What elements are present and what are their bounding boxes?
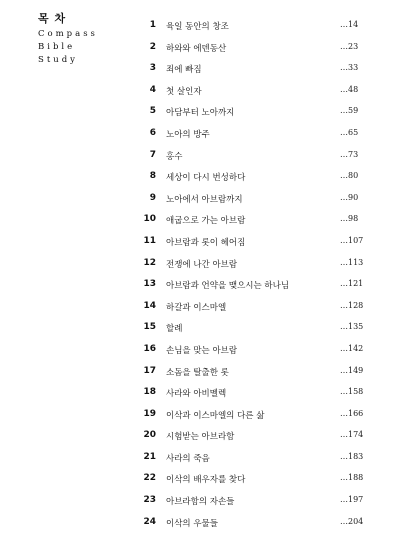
chapter-number: 10 [143, 214, 156, 225]
chapter-number: 22 [143, 473, 156, 484]
chapter-title: 아브라함의 자손들 [166, 497, 235, 508]
page-number: …113 [340, 257, 364, 267]
toc-entry[interactable] [0, 18, 420, 40]
chapter-number: 11 [143, 235, 156, 246]
page-number: …23 [340, 41, 359, 51]
page-number: …80 [340, 171, 359, 181]
page-title: 목 차 [38, 12, 67, 25]
toc-entry[interactable] [0, 385, 420, 407]
table-of-contents [0, 18, 420, 536]
chapter-number: 16 [143, 343, 156, 354]
page-number: …59 [340, 106, 359, 116]
chapter-title: 아담부터 노아까지 [166, 108, 235, 119]
chapter-number: 20 [143, 430, 156, 441]
chapter-number: 1 [149, 20, 156, 30]
page-number: …98 [340, 214, 359, 224]
toc-entry[interactable] [0, 40, 420, 62]
page-number: …107 [340, 235, 364, 245]
toc-entry[interactable] [0, 515, 420, 537]
toc-entry[interactable] [0, 256, 420, 278]
chapter-number: 7 [149, 149, 156, 160]
toc-entry[interactable] [0, 126, 420, 148]
toc-entry[interactable] [0, 191, 420, 213]
chapter-title: 아브람과 언약을 맺으시는 하나님 [166, 281, 290, 292]
toc-entry[interactable] [0, 428, 420, 450]
chapter-title: 사라와 아비멜렉 [166, 389, 227, 400]
toc-entry[interactable] [0, 407, 420, 429]
chapter-number: 3 [149, 63, 156, 74]
chapter-title: 이삭과 이스마엘의 다른 삶 [166, 410, 265, 421]
chapter-number: 2 [149, 41, 156, 52]
toc-entry[interactable] [0, 104, 420, 126]
toc-entry[interactable] [0, 320, 420, 342]
chapter-title: 할례 [166, 324, 183, 335]
toc-entry[interactable] [0, 493, 420, 515]
chapter-number: 15 [143, 322, 156, 333]
chapter-number: 13 [143, 279, 156, 290]
chapter-number: 4 [149, 84, 156, 95]
page-number: …142 [340, 343, 364, 353]
chapter-title: 전쟁에 나간 아브람 [166, 259, 238, 270]
chapter-number: 8 [149, 171, 156, 182]
toc-entry[interactable] [0, 277, 420, 299]
chapter-number: 24 [143, 516, 156, 527]
chapter-number: 14 [143, 300, 156, 311]
chapter-number: 18 [143, 387, 156, 398]
chapter-number: 23 [143, 495, 156, 506]
series-line: Bible [38, 42, 76, 52]
page-number: …135 [340, 322, 364, 332]
page-number: …48 [340, 84, 359, 94]
page-number: …183 [340, 451, 364, 461]
chapter-number: 19 [143, 408, 156, 419]
toc-entry[interactable] [0, 364, 420, 386]
page-number: …14 [340, 20, 359, 29]
chapter-title: 죄에 빠짐 [166, 65, 202, 76]
toc-entry[interactable] [0, 212, 420, 234]
chapter-number: 9 [149, 192, 156, 203]
page-number: …166 [340, 408, 364, 418]
chapter-title: 이삭의 배우자를 찾다 [166, 475, 246, 486]
page-number: …158 [340, 387, 364, 397]
chapter-title: 소돔을 탈출한 롯 [166, 367, 229, 378]
chapter-title: 하와와 에덴동산 [166, 43, 227, 54]
chapter-title: 홍수 [166, 151, 183, 162]
chapter-number: 12 [143, 257, 156, 268]
chapter-title: 세상이 다시 번성하다 [166, 173, 246, 184]
chapter-title: 노아에서 아브람까지 [166, 194, 243, 205]
chapter-number: 5 [149, 106, 156, 117]
toc-entry[interactable] [0, 83, 420, 105]
toc-entry[interactable] [0, 471, 420, 493]
chapter-number: 21 [143, 451, 156, 462]
toc-entry[interactable] [0, 342, 420, 364]
chapter-title: 하갈과 이스마엘 [166, 302, 227, 313]
chapter-title: 노아의 방주 [166, 129, 210, 140]
chapter-number: 17 [143, 365, 156, 376]
chapter-title: 손님을 맞는 아브람 [166, 345, 238, 356]
page-number: …65 [340, 127, 359, 137]
chapter-title: 첫 살인자 [166, 86, 202, 97]
page-number: …197 [340, 495, 364, 505]
chapter-title: 이삭의 우물들 [166, 518, 218, 529]
chapter-title: 애굽으로 가는 아브람 [166, 216, 246, 227]
toc-entry[interactable] [0, 234, 420, 256]
toc-entry[interactable] [0, 299, 420, 321]
page-number: …174 [340, 430, 364, 440]
page-number: …90 [340, 192, 359, 202]
page-number: …128 [340, 300, 364, 310]
page-number: …149 [340, 365, 364, 375]
page-number: …33 [340, 63, 359, 73]
series-line: Compass [38, 29, 98, 39]
page-number: …73 [340, 149, 359, 159]
toc-entry[interactable] [0, 169, 420, 191]
chapter-title: 사라의 죽음 [166, 453, 210, 464]
toc-entry[interactable] [0, 148, 420, 170]
series-line: Study [38, 55, 78, 65]
toc-entry[interactable] [0, 450, 420, 472]
page-number: …188 [340, 473, 364, 483]
page-number: …204 [340, 516, 364, 526]
chapter-title: 아브람과 롯이 헤어짐 [166, 237, 246, 248]
page-number: …121 [340, 279, 364, 289]
chapter-title: 시험받는 아브라함 [166, 432, 235, 443]
chapter-number: 6 [149, 127, 156, 138]
chapter-title: 육일 동안의 창조 [166, 22, 229, 32]
toc-entry[interactable] [0, 61, 420, 83]
